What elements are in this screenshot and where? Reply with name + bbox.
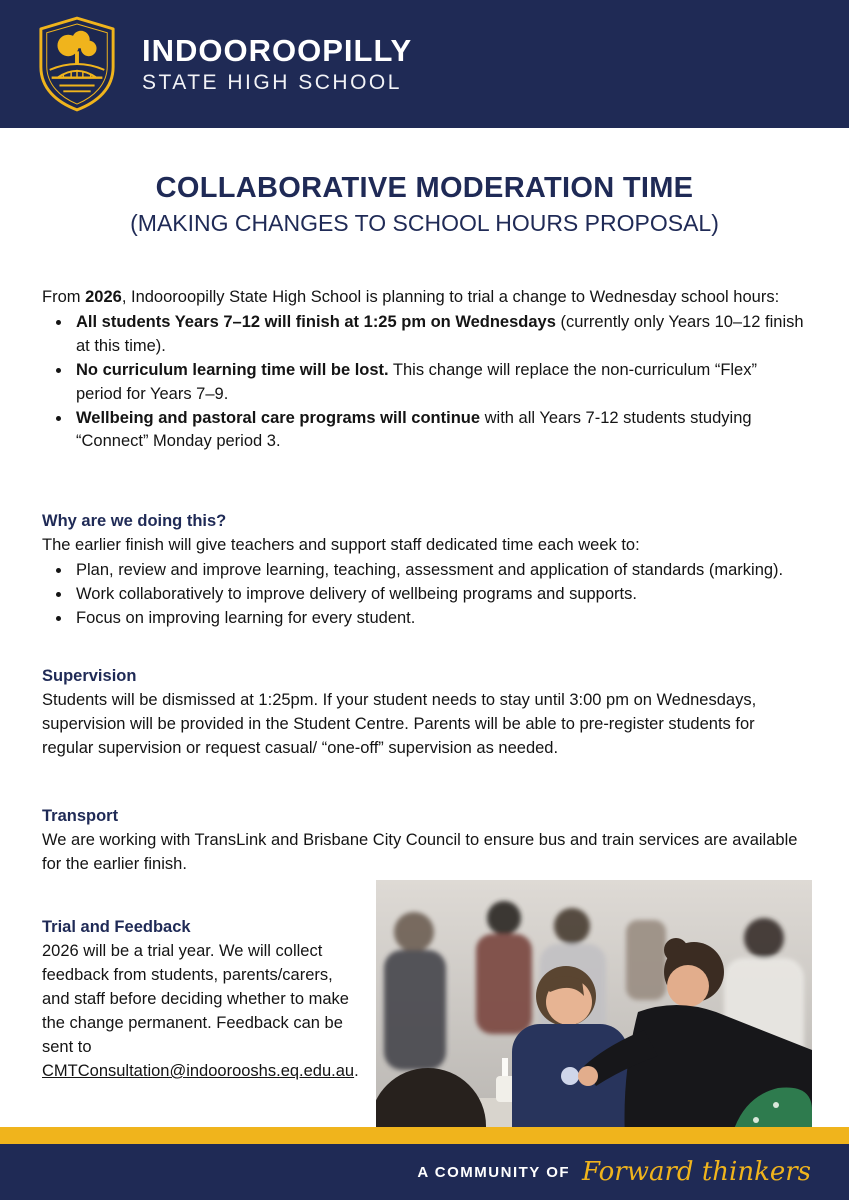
section-heading-why: Why are we doing this? <box>42 512 227 531</box>
bullet-text: Work collaboratively to improve delivery of wellbeing programs and supports. <box>76 585 637 604</box>
bullet-text: Plan, review and improve learning, teaching, assessment and application of standards (marking). <box>76 561 784 580</box>
list-item <box>72 311 807 359</box>
footer-community-text: A COMMUNITY OF <box>417 1163 571 1181</box>
school-name-primary: INDOOROOPILLY <box>142 32 413 68</box>
why-bullet-list <box>42 559 807 631</box>
list-item <box>72 583 807 607</box>
page-subtitle: (MAKING CHANGES TO SCHOOL HOURS PROPOSAL) <box>130 210 719 237</box>
trial-body <box>42 940 359 1084</box>
flyer-body <box>0 128 849 1127</box>
list-item <box>72 559 807 583</box>
intro-prefix: From <box>42 287 86 306</box>
footer-tagline: Forward thinkers <box>582 1157 811 1187</box>
section-transport <box>42 805 807 877</box>
intro-bullet-list <box>42 311 807 455</box>
school-crest-logo <box>36 15 118 113</box>
section-supervision <box>42 665 807 761</box>
footer <box>0 1144 849 1200</box>
intro-paragraph <box>42 286 807 310</box>
bullet-rest: with all Years 7-12 students studying “Connect” Monday period 3. <box>76 408 752 451</box>
classroom-photo <box>376 880 812 1127</box>
section-heading-trial: Trial and Feedback <box>42 918 191 937</box>
list-item <box>72 407 807 455</box>
bullet-rest: This change will replace the non-curriculum “Flex” period for Years 7–9. <box>76 360 757 403</box>
section-trial-feedback <box>42 880 359 1127</box>
trial-text: 2026 will be a trial year. We will collect feedback from students, parents/carers, and staff before deciding whether to make the change permanent. Feedback can be sent to <box>42 942 349 1057</box>
intro-year: 2026 <box>85 287 122 306</box>
bullet-bold: All students Years 7–12 will finish at 1:25 pm on Wednesdays <box>76 312 556 331</box>
section-why <box>42 510 807 631</box>
supervision-body: Students will be dismissed at 1:25pm. If your student needs to stay until 3:00 pm on Wednesdays, supervision will be provided in the Student Centre. Parents will be able to pre-register students for regular supervision or request casual/ “one-off” supervision as needed. <box>42 690 757 757</box>
intro-suffix: , Indooroopilly State High School is planning to trial a change to Wednesday school hours: <box>121 287 780 306</box>
trial-and-photo-row <box>42 880 807 1127</box>
list-item <box>72 359 807 407</box>
feedback-email-link[interactable]: CMTConsultation@indoorooshs.eq.edu.au <box>42 1061 355 1080</box>
list-item <box>72 607 807 631</box>
bullet-bold: Wellbeing and pastoral care programs will continue <box>76 408 481 427</box>
school-name-block <box>142 34 412 94</box>
school-name-secondary: STATE HIGH SCHOOL <box>142 71 402 94</box>
bullet-bold: No curriculum learning time will be lost. <box>76 360 389 379</box>
gold-divider <box>0 1127 849 1144</box>
transport-body: We are working with TransLink and Brisbane City Council to ensure bus and train services are available for the earlier finish. <box>42 830 798 873</box>
section-heading-supervision: Supervision <box>42 667 137 685</box>
page-title: COLLABORATIVE MODERATION TIME <box>155 172 694 204</box>
header <box>0 0 849 128</box>
trial-text-end: . <box>354 1061 359 1080</box>
bullet-rest: (currently only Years 10–12 finish at this time). <box>76 312 804 355</box>
why-lead: The earlier finish will give teachers and support staff dedicated time each week to: <box>42 536 640 555</box>
bullet-text: Focus on improving learning for every student. <box>76 609 416 628</box>
section-heading-transport: Transport <box>42 806 119 825</box>
